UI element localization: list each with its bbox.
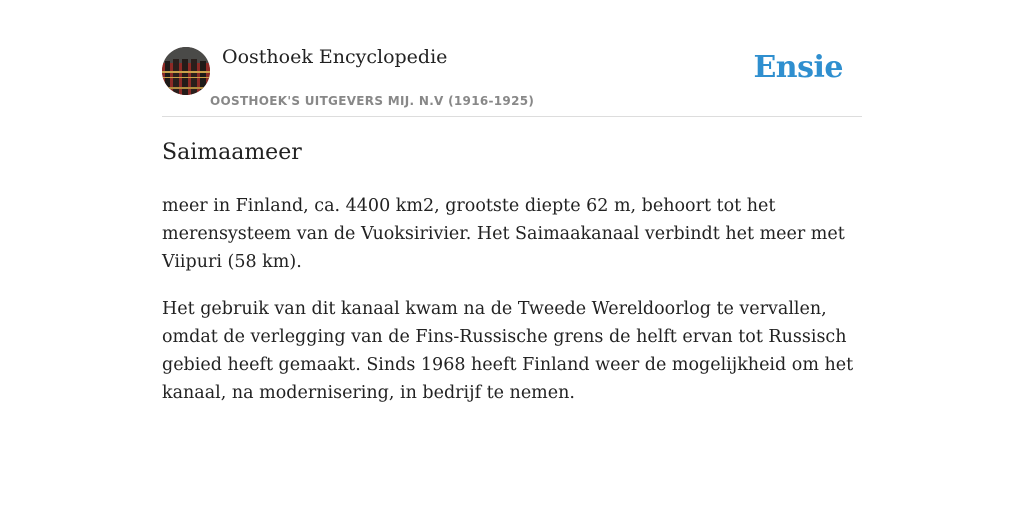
article-title: Saimaameer — [162, 140, 302, 165]
source-header — [162, 44, 862, 117]
article-paragraph: meer in Finland, ca. 4400 km2, grootste diepte 62 m, behoort tot het merensysteem van de Vuoksirivier. Het Saimaakanaal verbindt het meer met Viipuri (58 km). — [162, 196, 845, 272]
article-paragraph: Het gebruik van dit kanaal kwam na de Tweede Wereldoorlog te vervallen, omdat de verlegging van de Fins-Russische grens de helft ervan tot Russisch gebied heeft gemaakt. Sinds 1968 heeft Finland weer de mogelijkheid om het kanaal, na modernisering, in bedrijf te nemen. — [162, 299, 854, 403]
encyclopedia-books-icon — [162, 47, 210, 95]
source-title[interactable]: Oosthoek Encyclopedie — [222, 46, 448, 68]
source-publisher: OOSTHOEK'S UITGEVERS MIJ. N.V (1916-1925) — [210, 94, 535, 108]
source-avatar[interactable] — [162, 47, 210, 95]
article-body — [162, 192, 862, 426]
ensie-logo[interactable]: Ensie — [753, 50, 843, 85]
